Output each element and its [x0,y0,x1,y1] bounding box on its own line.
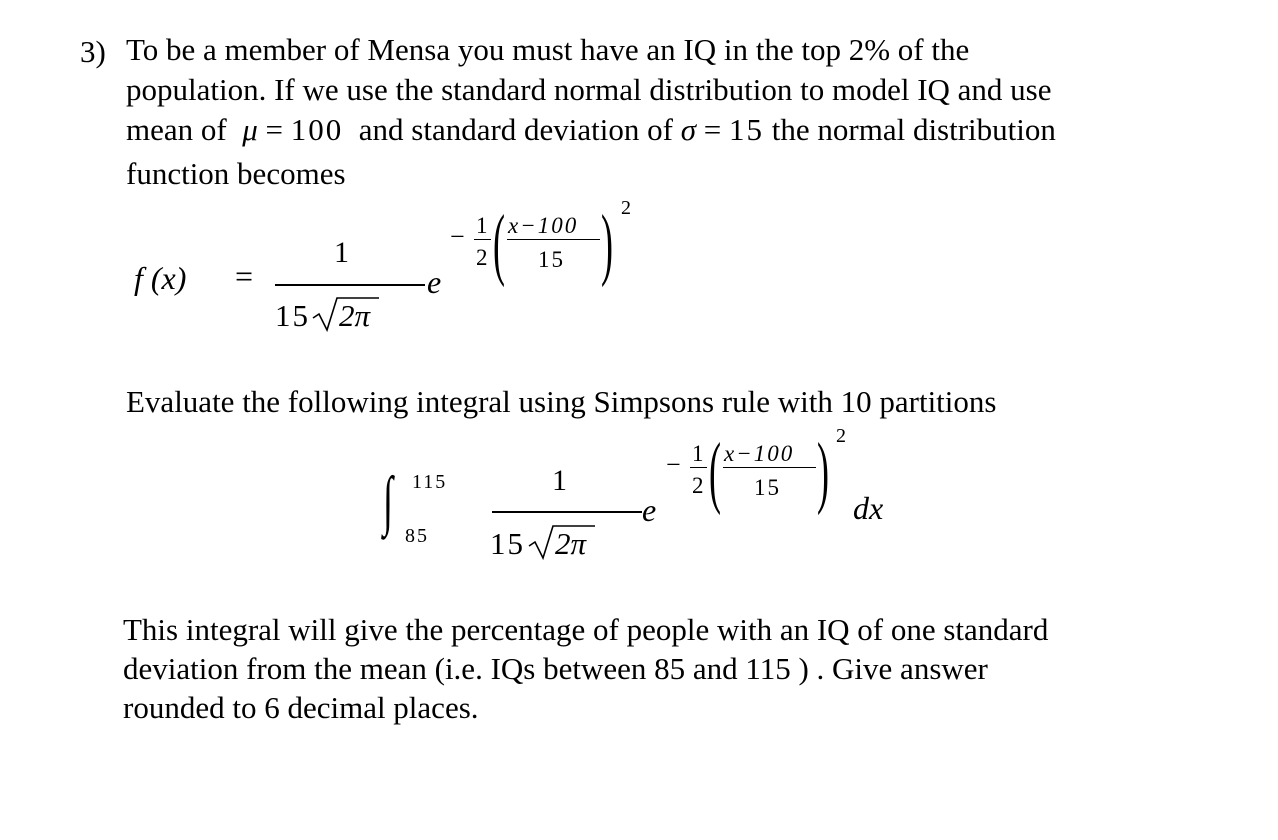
equals-sign-2: = [703,112,722,147]
integrand-inner-denominator: 15 [754,475,781,500]
intro-normal-text: the normal distribution [771,112,1056,147]
integrand-exponent-minus: − [666,450,681,479]
intro-line-1: To be a member of Mensa you must have an IQ in the top 2% of the [126,32,970,67]
exponent-minus: − [450,222,465,251]
integrand-half-numerator: 1 [692,441,704,466]
lower-limit: 85 [405,525,429,547]
integral-sign-icon: ∫ [383,464,393,537]
upper-limit: 115 [412,471,448,493]
equals-sign: = [265,112,284,147]
closing-line-1: This integral will give the percentage of people with an IQ of one standard [123,612,1049,647]
exponent-power: 2 [621,197,631,219]
mean-value: 100 [290,112,344,147]
integrand-denominator-15: 15 [490,526,525,561]
sigma-symbol: σ [680,112,697,147]
integrand-half-bar [690,467,707,468]
integrand-two-pi: 2π [555,526,587,561]
fraction-numerator: 1 [334,236,349,269]
fraction-bar [275,284,425,286]
intro-line-4: function becomes [126,156,346,191]
right-paren-icon: ) [601,200,613,288]
intro-sd-text: and standard deviation of [358,112,673,147]
intro-line-2: population. If we use the standard normal distribution to model IQ and use [126,72,1052,107]
half-bar [474,239,491,240]
mu-symbol: μ [242,112,258,147]
half-numerator: 1 [476,213,488,238]
problem-number: 3) [80,34,106,69]
denominator-15: 15 [275,298,310,333]
integrand-inner-bar [723,467,816,468]
intro-line-3 [126,114,1056,145]
integrand-right-paren-icon: ) [817,428,829,516]
instruction-text: Evaluate the following integral using Simpsons rule with 10 partitions [126,384,997,419]
two-pi: 2π [339,298,371,333]
closing-line-3: rounded to 6 decimal places. [123,690,479,725]
integrand-half-denominator: 2 [692,473,704,498]
f-of-x: f (x) [134,260,187,296]
intro-mean-text: mean of [126,112,227,147]
left-paren-icon: ( [493,200,505,288]
formula-equals: = [235,258,254,294]
integrand-inner-numerator: x−100 [724,441,795,466]
integrand-euler-e: e [642,492,657,528]
integrand-fraction-bar [492,511,642,513]
integrand-exponent-power: 2 [836,425,846,447]
inner-bar [507,239,600,240]
euler-e: e [427,264,442,300]
integrand-numerator: 1 [552,464,567,497]
integrand-left-paren-icon: ( [709,428,721,516]
sd-value: 15 [729,112,765,147]
inner-numerator: x−100 [508,213,579,238]
dx: dx [853,490,884,526]
inner-denominator: 15 [538,247,565,272]
half-denominator: 2 [476,245,488,270]
closing-line-2: deviation from the mean (i.e. IQs between 85 and 115 ) . Give answer [123,651,988,686]
